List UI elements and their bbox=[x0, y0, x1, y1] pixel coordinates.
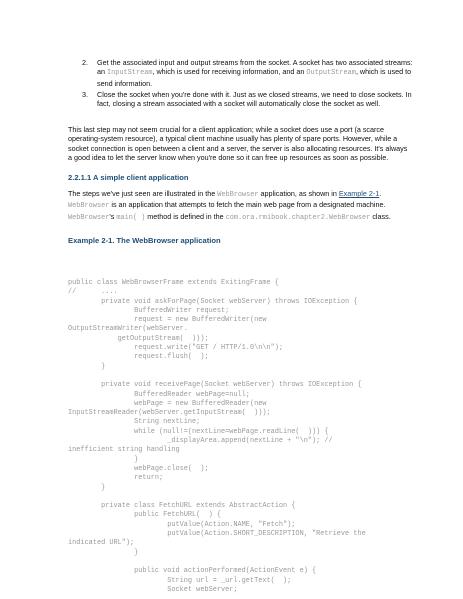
intro-paragraph: The steps we've just seen are illustrated in the WebBrowser application, as shown in Example 2-1. WebBrowser is an application that attempts to fetch the main web page from a designated machine. WebBrowser's main( ) method is defined in the com.ora.rmibook.chapter2.WebBrowser class. bbox=[68, 189, 391, 222]
inline-code: InputStream bbox=[107, 69, 153, 78]
body-paragraph: This last step may not seem crucial for a client application; while a socket does use a port (a scarce operating-system resource), a typical client machine usually has plenty of spare ports. However, while a socket connection is open between a client and a server, the server is also allocating resources. It's always a good idea to let the server know when you're done so it can free up resources as soon as possible. bbox=[68, 125, 408, 162]
inline-code: OutputStream bbox=[306, 69, 356, 78]
example-heading: Example 2-1. The WebBrowser application bbox=[68, 236, 221, 245]
list-item-text: Close the socket when you're done with it. Just as we closed streams, we need to close sockets. In fact, closing a stream associated with a socket will automatically close the socket as well. bbox=[97, 90, 412, 109]
section-heading: 2.2.1.1 A simple client application bbox=[68, 173, 189, 182]
inline-code: WebBrowser bbox=[68, 213, 110, 222]
inline-code: main( ) bbox=[116, 213, 146, 222]
inline-code: com.ora.rmibook.chapter2.WebBrowser bbox=[225, 213, 371, 222]
code-listing: public class WebBrowserFrame extends ExitingFrame { // .... private void askForPage(Socket webServer) throws IOException { BufferedWriter request; request = new BufferedWriter(new OutputStreamWriter(webServer. getOutputStream( ))); request.write("GET / HTTP/1.0\n\n"); request.flush( ); } private void receivePage(Socket webServer) throws IOException { BufferedReader webPage=null; webPage = new BufferedReader(new InputStreamReader(webServer.getInputStream( ))); String nextLine; while (null!=(nextLine=webPage.readLine( ))) { _displayArea.append(nextLine + "\n"); // inefficient string handling } webPage.close( ); return; } private class FetchURL extends AbstractAction { public FetchURL( ) { putValue(Action.NAME, "Fetch"); putValue(Action.SHORT_DESCRIPTION, "Retrieve the indicated URL"); } public void actionPerformed(ActionEvent e) { String url = _url.getText( ); Socket webServer; bbox=[68, 279, 366, 594]
inline-code: WebBrowser bbox=[68, 202, 110, 211]
example-link[interactable]: Example 2-1 bbox=[338, 189, 380, 198]
list-number: 3. bbox=[82, 90, 88, 99]
list-number: 2. bbox=[82, 58, 88, 67]
inline-code: WebBrowser bbox=[217, 191, 259, 199]
list-item-text: Get the associated input and output streams from the socket. A socket has two associated streams: an InputStream, which is used for receiving information, and an OutputStream, which is used to send information. bbox=[97, 58, 413, 88]
